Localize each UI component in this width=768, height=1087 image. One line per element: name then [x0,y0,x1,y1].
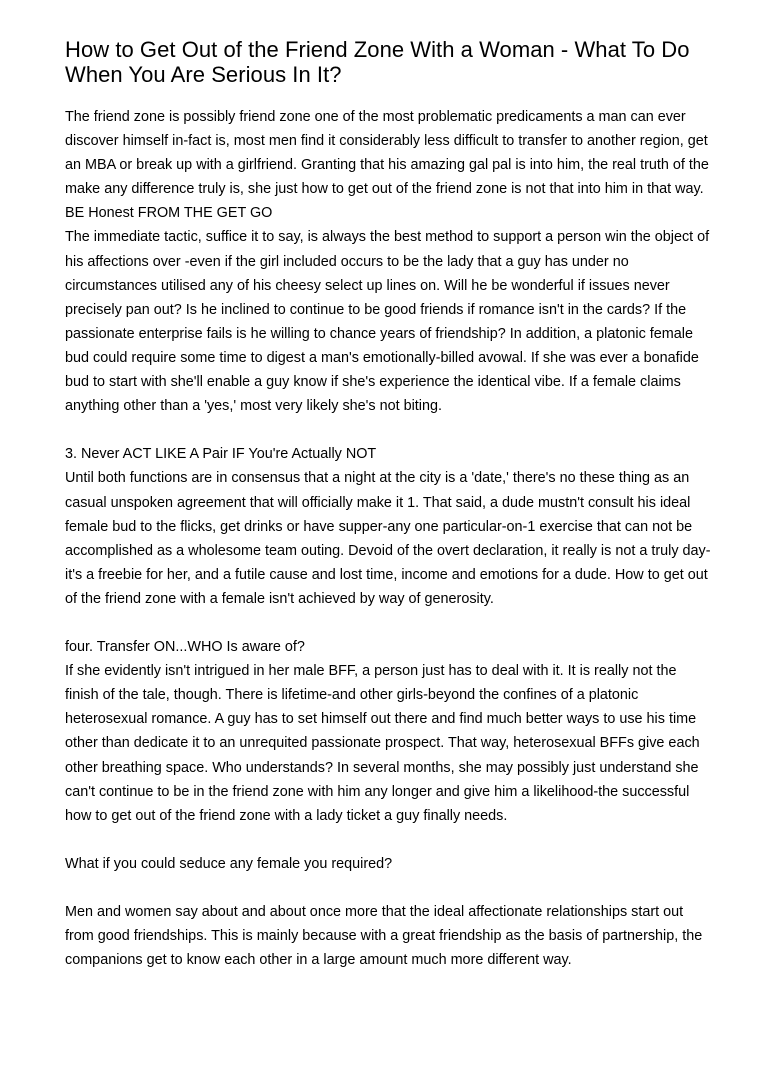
document-page [65,37,713,972]
paragraph-honest-tactic: The immediate tactic, suffice it to say, is always the best method to support a person win the object of his affections over -even if the girl included occurs to be the lady that a guy has under no circumstances utilised any of his cheesy select up lines on. Will he be wonderful if issues never precisely pan out? Is he inclined to continue to be good friends if romance isn't in the cards? If the passionate enterprise fails is he willing to chance years of friendship? In addition, a platonic female bud could require some time to digest a man's emotionally-billed avowal. If she was ever a bonafide bud to start with she'll enable a guy know if she's experience the identical vibe. If a female claims anything other than a 'yes,' most very likely she's not biting. [65,229,710,415]
paragraph-never-act-like-pair: Until both functions are in consensus that a night at the city is a 'date,' there's no these thing as an casual unspoken agreement that will officially make it 1. That said, a dude mustn't consult his ideal female bud to the flicks, get drinks or have supper-any one particular-on-1 exercise that can not be accomplished as a wholesome team outing. Devoid of the overt declaration, it really is not a truly day-it's a freebie for her, and a futile cause and lost time, income and emotions for a dude. How to get out of the friend zone with a female isn't achieved by way of generosity. [65,470,711,607]
paragraph-question: What if you could seduce any female you required? [65,855,393,872]
paragraph-move-on: If she evidently isn't intrigued in her male BFF, a person just has to deal with it. It is really not the finish of the tale, though. There is lifetime-and other girls-beyond the confines of a platonic heterosexual romance. A guy has to set himself out there and find much better ways to use his time other than dedicate it to an unrequited passionate prospect. That way, heterosexual BFFs give each other breathing space. Who understands? In several months, she may possibly just understand she can't continue to be in the friend zone with him any longer and give him a likelihood-the successful how to get out of the friend zone with a lady ticket a guy finally needs. [65,663,700,824]
paragraph-friendship-basis: Men and women say about and about once more that the ideal affectionate relationships start out from good friendships. This is mainly because with a great friendship as the basis of partnership, the companions get to know each other in a large amount much more different way. [65,904,703,969]
document-body [65,105,713,972]
paragraph-intro: The friend zone is possibly friend zone one of the most problematic predicaments a man can ever discover himself in-fact is, most men find it considerably less difficult to transfer to another region, get an MBA or break up with a girlfriend. Granting that his amazing gal pal is into him, the real truth of the make any difference truly is, she just how to get out of the friend zone is not that into him in that way. BE Honest FROM THE GET GO [65,109,709,222]
document-title: How to Get Out of the Friend Zone With a Woman - What To Do When You Are Serious In It? [65,37,690,87]
section-heading-3: 3. Never ACT LIKE A Pair IF You're Actually NOT [65,446,377,463]
section-heading-4: four. Transfer ON...WHO Is aware of? [65,639,305,656]
